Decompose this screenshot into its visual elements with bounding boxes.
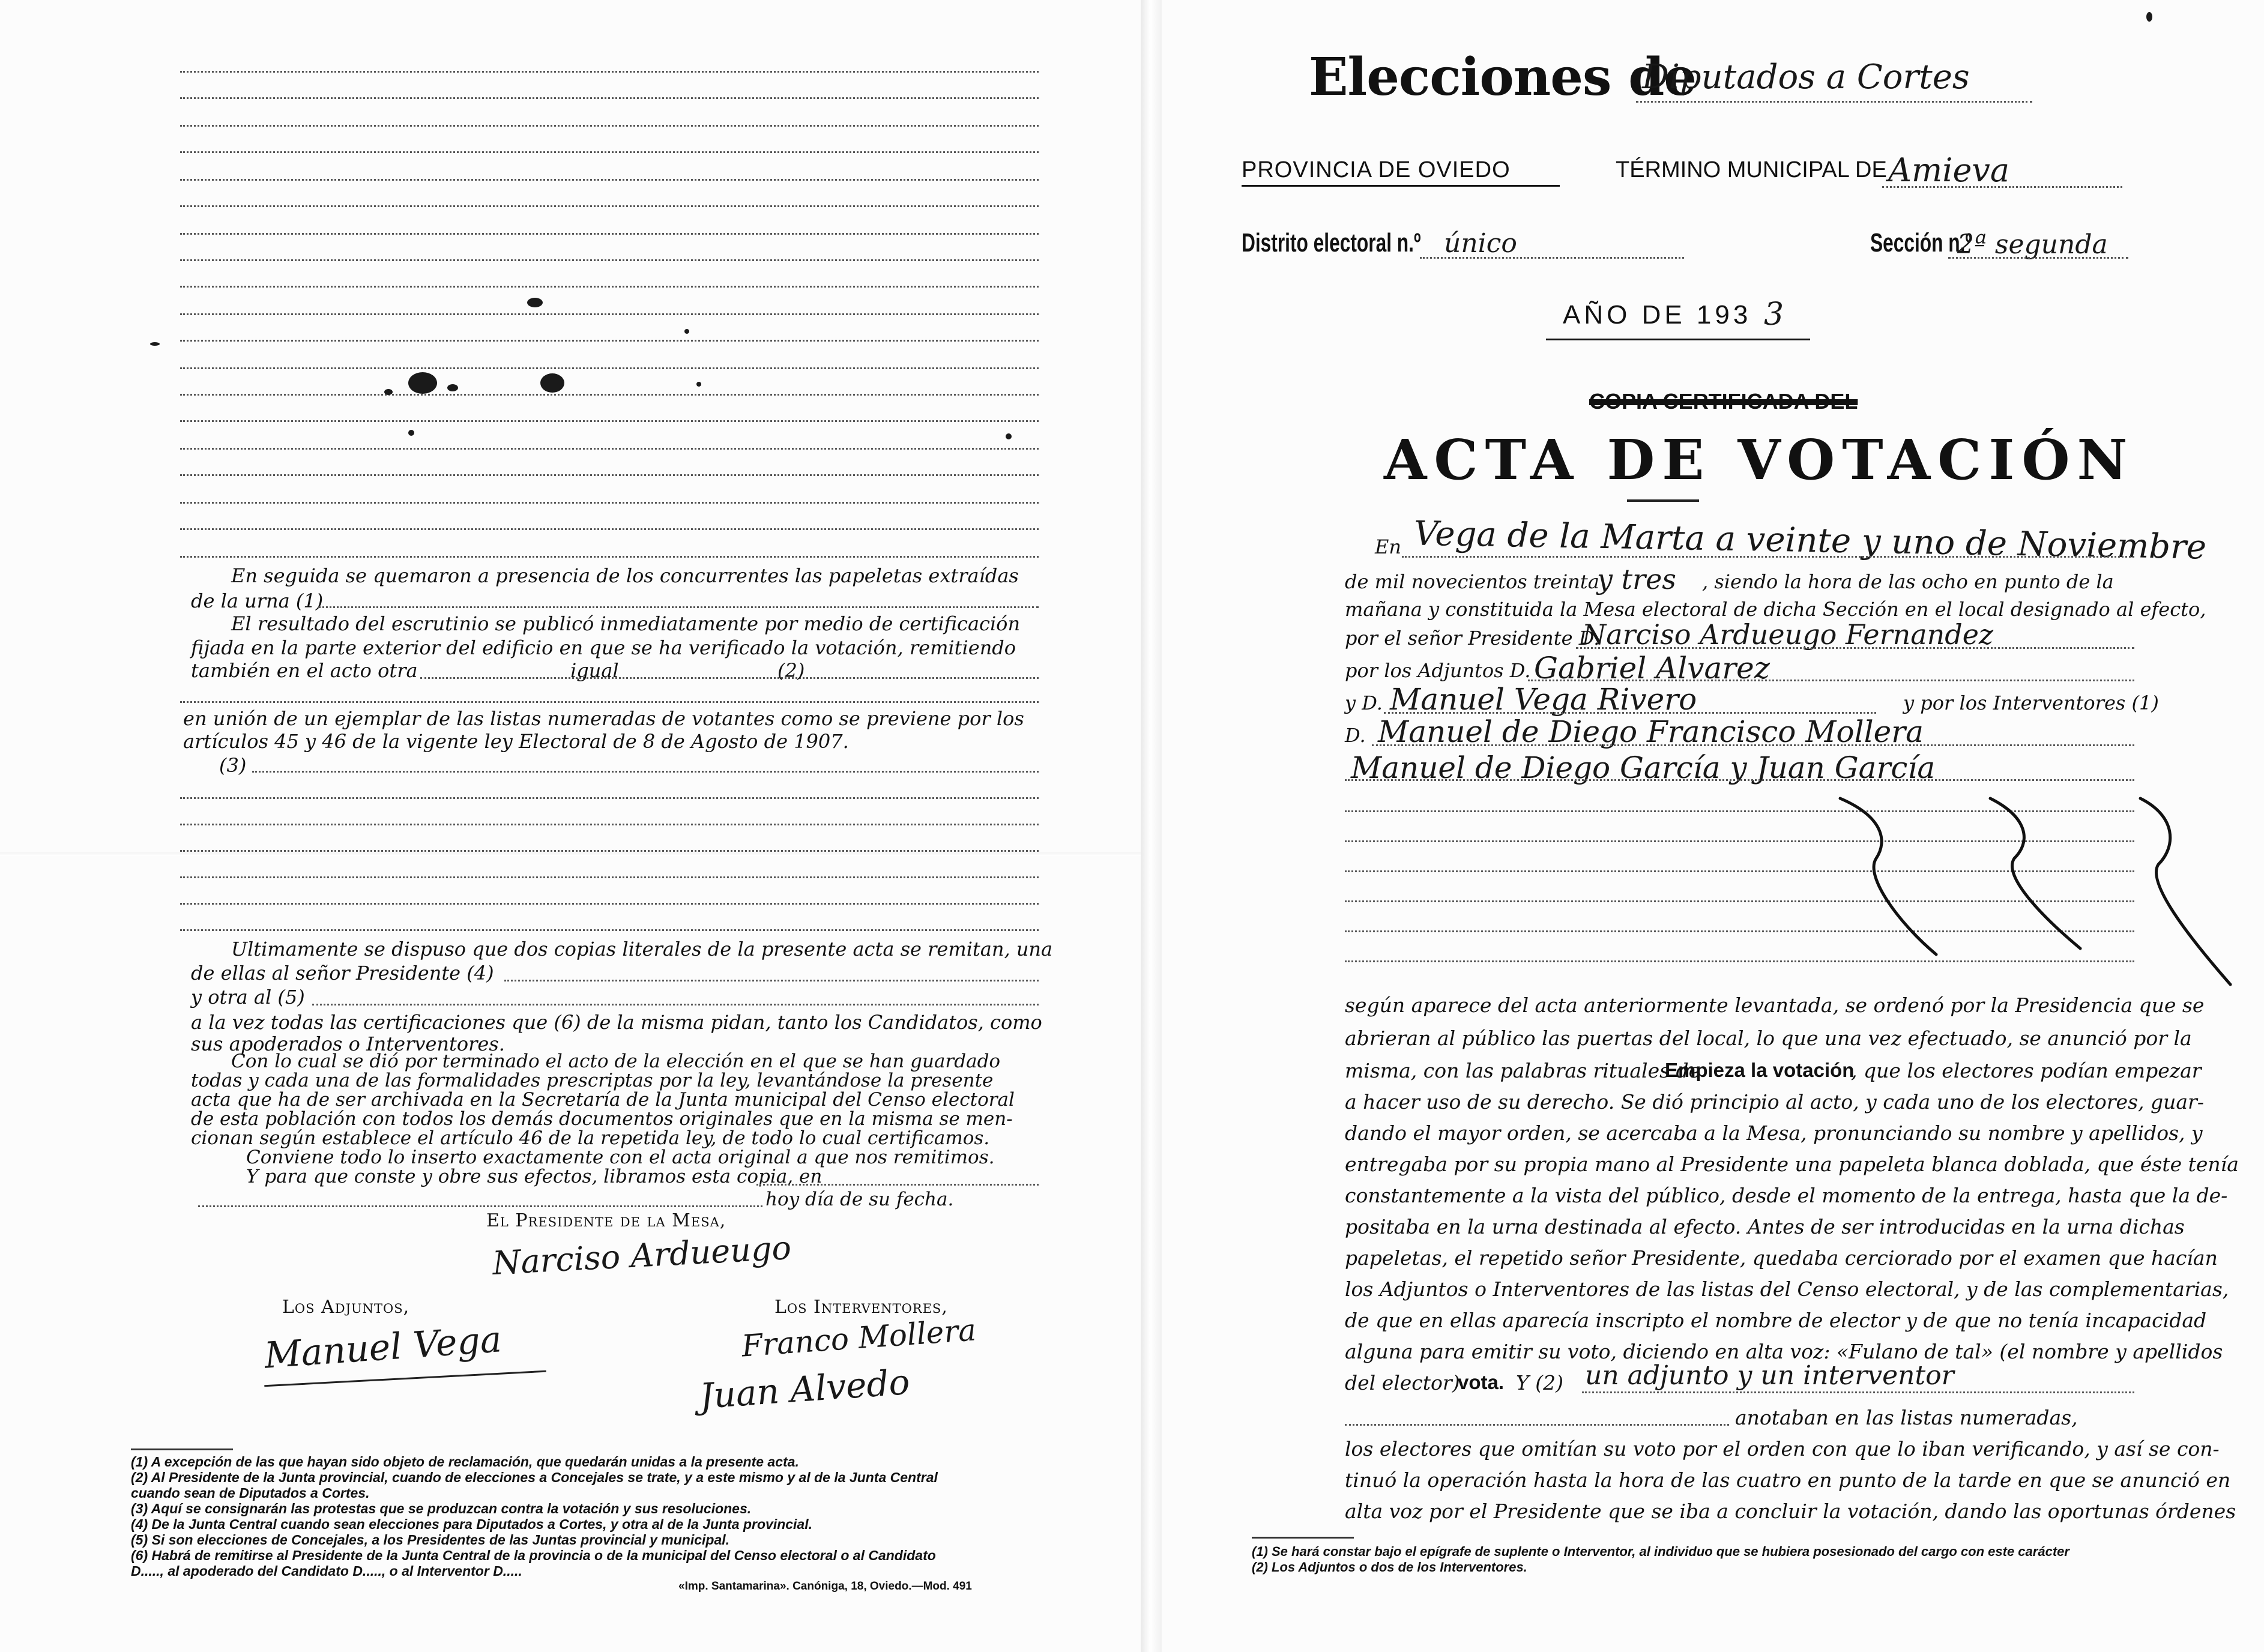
signature-interventor-2: Juan Alvedo	[698, 1361, 911, 1417]
footnote-item: (5) Si son elecciones de Concejales, a los Presidentes de las Juntas provincial y municipal.	[131, 1532, 730, 1548]
text-manana: mañana y constituida la Mesa electoral de dicha Sección en el local designado al efecto,	[1345, 598, 2206, 621]
text-quemaron-1: En seguida se quemaron a presencia de los concurrentes las papeletas extraídas	[231, 564, 1019, 587]
text-body-14: anotaban en las listas numeradas,	[1735, 1406, 2078, 1429]
signature-presidente: Narciso Ardueugo	[491, 1229, 792, 1282]
text-resultado-2: fijada en la parte exterior del edificio en que se ha verificado la votación, remitiendo	[191, 636, 1016, 659]
footnote-item: (1) Se hará constar bajo el epígrafe de suplente o Interventor, al individuo que se hubiera posesionado del cargo con este carácter	[1252, 1544, 2069, 1559]
fill-line	[180, 903, 1039, 905]
fill-line	[198, 1205, 762, 1207]
text-resultado-1: El resultado del escrutinio se publicó inmediatamente por medio de certificación	[231, 612, 1021, 635]
interventores-label: Los Interventores,	[774, 1297, 948, 1318]
fill-line	[180, 797, 1039, 799]
text-conviene: Conviene todo lo inserto exactamente con el acta original a que nos remitimos.	[246, 1147, 995, 1168]
text-body-3a: misma, con las palabras rituales de	[1345, 1059, 1701, 1082]
fill-line	[1582, 1391, 2134, 1393]
page-gutter	[1141, 0, 1162, 1652]
text-ultimamente-4: a la vez todas las certificaciones que (6) de la misma pidan, tanto los Candidatos, como	[191, 1011, 1042, 1034]
fill-line	[180, 701, 1039, 703]
page-fold	[0, 852, 1141, 856]
text-body-17: alta voz por el Presidente que se iba a concluir la votación, dando las oportunas órdenes	[1345, 1500, 2236, 1523]
text-body-13b: vota.	[1458, 1371, 1505, 1393]
text-conlo-5: cionan según establece el artículo 46 de la repetida ley, de todo lo cual certificamos.	[191, 1127, 990, 1149]
termino-hand: Amieva	[1888, 151, 2010, 189]
place-date-hand: Vega de la Marta a veinte y uno de Noviembre	[1413, 514, 2207, 567]
fill-line	[180, 824, 1039, 825]
text-body-1: según aparece del acta anteriormente levantada, se ordenó por la Presidencia que se	[1345, 993, 2205, 1017]
text-conlo-3: acta que ha de ser archivada en la Secretaría de la Junta municipal del Censo electoral	[191, 1089, 1015, 1111]
footnote-item: (1) A excepción de las que hayan sido objeto de reclamación, que quedarán unidas a la presente acta.	[131, 1454, 799, 1470]
text-body-10: los Adjuntos o Interventores de las listas del Censo electoral, y de las complementarias,	[1345, 1277, 2229, 1301]
fill-line	[318, 606, 1039, 608]
counters-hand: un adjunto y un interventor	[1585, 1360, 1954, 1391]
presidente-hand: Narciso Ardueugo Fernandez	[1582, 618, 1994, 651]
imprint: «Imp. Santamarina». Canóniga, 18, Oviedo.—Mod. 491	[678, 1580, 972, 1593]
text-quemaron-2: de la urna (1)	[191, 589, 324, 612]
text-body-12: alguna para emitir su voto, diciendo en alta voz: «Fulano de tal» (el nombre y apellidos	[1345, 1340, 2223, 1363]
text-body-9: papeletas, el repetido señor Presidente, quedaba cerciorado por el examen que hacían	[1345, 1246, 2218, 1270]
fill-line	[1345, 1424, 1729, 1426]
text-body-7: constantemente a la vista del público, desde el momento de la entrega, hasta que la de-	[1345, 1184, 2228, 1207]
text-union-3: (3)	[219, 754, 247, 777]
fill-line	[180, 876, 1039, 878]
text-constar-1: Y para que conste y obre sus efectos, libramos esta copia, en	[246, 1166, 823, 1187]
adjuntos-label: Los Adjuntos,	[282, 1297, 410, 1318]
text-union-1: en unión de un ejemplar de las listas numeradas de votantes como se previene por los	[183, 707, 1024, 730]
ano-hand: 3	[1764, 297, 1784, 333]
text-body-13a: del elector)	[1345, 1371, 1460, 1394]
seccion-hand: 2ª segunda	[1957, 229, 2108, 260]
text-body-8: positaba en la urna destinada al efecto. Antes de ser introducidas en la urna dichas	[1345, 1215, 2185, 1238]
text-ultimamente-5: sus apoderados o Interventores.	[191, 1032, 505, 1055]
fill-line	[312, 1004, 1039, 1005]
footnote-item: (6) Habrá de remitirse al Presidente de la Junta Central de la provincia o de la municipal del Censo electoral o al Candidato	[131, 1548, 936, 1563]
footnote-item: (4) De la Junta Central cuando sean elecciones para Diputados a Cortes, y otra al de la Junta provincial.	[131, 1516, 813, 1532]
text-union-2: artículos 45 y 46 de la vigente ley Electoral de 8 de Agosto de 1907.	[183, 730, 849, 753]
text-resultado-3a: también en el acto otra	[191, 659, 418, 682]
text-ultimamente-1: Ultimamente se dispuso que dos copias literales de la presente acta se remitan, una	[231, 938, 1053, 960]
text-conlo-2: todas y cada una de las formalidades prescriptas por la ley, levantándose la presente	[191, 1070, 994, 1091]
text-resultado-note: (2)	[777, 659, 805, 682]
interventores2-hand: Manuel de Diego García y Juan García	[1351, 750, 1936, 785]
text-ultimamente-3: y otra al (5)	[191, 986, 305, 1008]
seccion-label: Sección n.º	[1870, 228, 1973, 258]
acta-title: ACTA DE VOTACIÓN	[1384, 427, 2135, 492]
termino-label: TÉRMINO MUNICIPAL DE	[1616, 157, 1887, 182]
text-constar-2: hoy día de su fecha.	[765, 1189, 954, 1210]
text-conlo-1: Con lo cual se dió por terminado el acto de la elección en el que se han guardado	[231, 1051, 1001, 1072]
text-body-15: los electores que omitían su voto por el orden con que lo iban verificando, y así se con-	[1345, 1437, 2220, 1461]
adjunto-hand: Gabriel Alvarez	[1534, 651, 1770, 686]
text-body-4: a hacer uso de su derecho. Se dió principio al acto, y cada uno de los electores, guar-	[1345, 1090, 2204, 1114]
text-body-6: entregaba por su propia mano al Presidente una papeleta blanca doblada, que éste tenía	[1345, 1153, 2239, 1176]
text-presidente: por el señor Presidente D.	[1345, 627, 1600, 650]
text-d: D.	[1345, 724, 1366, 747]
text-body-16: tinuó la operación hasta la hora de las cuatro en punto de la tarde en que se anunció en	[1345, 1468, 2231, 1492]
distrito-label: Distrito electoral n.º	[1242, 228, 1421, 258]
interventores-hand: Manuel de Diego Francisco Mollera	[1378, 714, 1924, 749]
text-resultado-igual: igual	[570, 659, 619, 682]
right-page	[1162, 0, 2264, 1652]
text-body-13c: Y (2)	[1516, 1371, 1564, 1394]
text-ultimamente-2: de ellas al señor Presidente (4)	[191, 962, 494, 984]
fill-line	[252, 771, 1039, 773]
election-type-hand: Diputados a Cortes	[1642, 58, 1970, 97]
footnote-item: (2) Al Presidente de la Junta provincial, cuando de elecciones a Concejales se trate, y a este mismo y al de la Junta Central	[131, 1470, 938, 1485]
text-siendo: , siendo la hora de las ocho en punto de la	[1702, 570, 2114, 593]
text-body-3b: Empieza la votación	[1665, 1059, 1855, 1081]
text-interventores: y por los Interventores (1)	[1903, 692, 2159, 714]
fill-line	[420, 677, 1039, 679]
footnote-item: (3) Aquí se consignarán las protestas que se produzcan contra la votación y sus resoluciones.	[131, 1501, 752, 1516]
election-title: Elecciones de	[1309, 47, 1697, 107]
fill-line	[504, 980, 1039, 981]
text-body-2: abrieran al público las puertas del local, lo que una vez efectuado, se anunció por la	[1345, 1026, 2192, 1050]
text-body-3c: , que los electores podían empezar	[1851, 1059, 2202, 1082]
signature-interventor-1: Franco Mollera	[740, 1312, 977, 1364]
text-body-11: de que en ellas aparecía inscripto el nombre de elector y de que no tenía incapacidad	[1345, 1309, 2207, 1332]
text-en: En	[1375, 535, 1401, 558]
footnote-item: D....., al apoderado del Candidato D....., o al Interventor D.....	[131, 1563, 522, 1579]
footnote-item: cuando sean de Diputados a Cortes.	[131, 1485, 370, 1501]
distrito-hand: único	[1444, 228, 1517, 259]
text-adjuntos: por los Adjuntos D.	[1345, 659, 1531, 682]
strike-through-marks	[1162, 0, 2264, 1020]
text-yd: y D.	[1345, 692, 1383, 714]
fill-line	[180, 850, 1039, 852]
signature-adjunto: Manuel Vega	[263, 1318, 503, 1377]
footnote-rule	[131, 1449, 233, 1450]
provincia-label: PROVINCIA DE OVIEDO	[1242, 157, 1511, 182]
struck-heading: COPIA CERTIFICADA DEL	[1589, 389, 1858, 414]
presidente-label: El Presidente de la Mesa,	[486, 1210, 726, 1231]
text-body-5: dando el mayor orden, se acercaba a la Mesa, pronunciando su nombre y apellidos, y	[1345, 1121, 2203, 1145]
footnote-item: (2) Los Adjuntos o dos de los Interventores.	[1252, 1560, 1527, 1575]
year-hand: y tres	[1597, 563, 1676, 595]
text-conlo-4: de esta población con todos los demás documentos originales que en la misma se men-	[191, 1108, 1013, 1130]
fill-line	[180, 929, 1039, 931]
text-mil: de mil novecientos treinta	[1345, 570, 1599, 593]
ano-label: AÑO DE 193	[1563, 300, 1752, 330]
footnote-rule	[1252, 1537, 1354, 1539]
fill-line	[756, 1184, 1039, 1186]
adjunto2-hand: Manuel Vega Rivero	[1390, 682, 1697, 717]
